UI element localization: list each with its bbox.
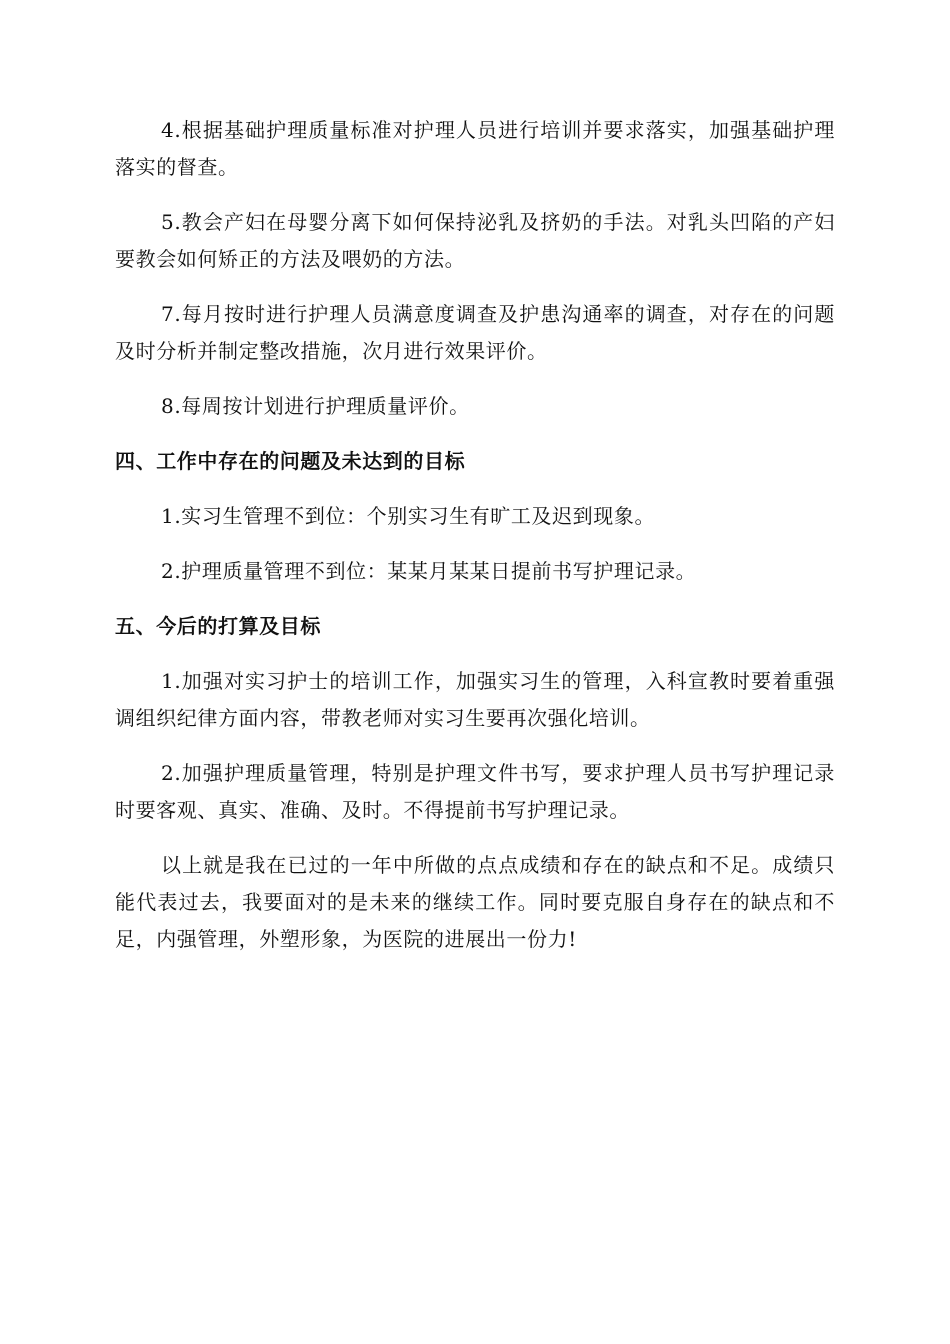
problem-item-1: 1.实习生管理不到位：个别实习生有旷工及迟到现象。 — [161, 504, 656, 528]
section-heading-problems: 四、工作中存在的问题及未达到的目标 — [115, 449, 466, 473]
section-heading-plans: 五、今后的打算及目标 — [115, 614, 321, 638]
paragraph-item-7: 7.每月按时进行护理人员满意度调查及护患沟通率的调查，对存在的问题及时分析并制定整改措施，次月进行效果评价。 — [115, 302, 835, 363]
paragraph-item-5: 5.教会产妇在母婴分离下如何保持泌乳及挤奶的手法。对乳头凹陷的产妇要教会如何矫正的方法及喂奶的方法。 — [115, 210, 835, 271]
plan-item-1: 1.加强对实习护士的培训工作，加强实习生的管理，入科宣教时要着重强调组织纪律方面内容，带教老师对实习生要再次强化培训。 — [115, 669, 835, 730]
problem-item-2: 2.护理质量管理不到位：某某月某某日提前书写护理记录。 — [161, 559, 697, 583]
paragraph-item-8: 8.每周按计划进行护理质量评价。 — [161, 394, 470, 418]
plan-item-2: 2.加强护理质量管理，特别是护理文件书写，要求护理人员书写护理记录时要客观、真实、准确、及时。不得提前书写护理记录。 — [115, 761, 835, 822]
document-page — [115, 112, 835, 976]
paragraph-item-4: 4.根据基础护理质量标准对护理人员进行培训并要求落实，加强基础护理落实的督查。 — [115, 118, 835, 179]
closing-paragraph: 以上就是我在已过的一年中所做的点点成绩和存在的缺点和不足。成绩只能代表过去，我要面对的是未来的继续工作。同时要克服自身存在的缺点和不足，内强管理，外塑形象，为医院的进展出一份力! — [115, 853, 835, 951]
